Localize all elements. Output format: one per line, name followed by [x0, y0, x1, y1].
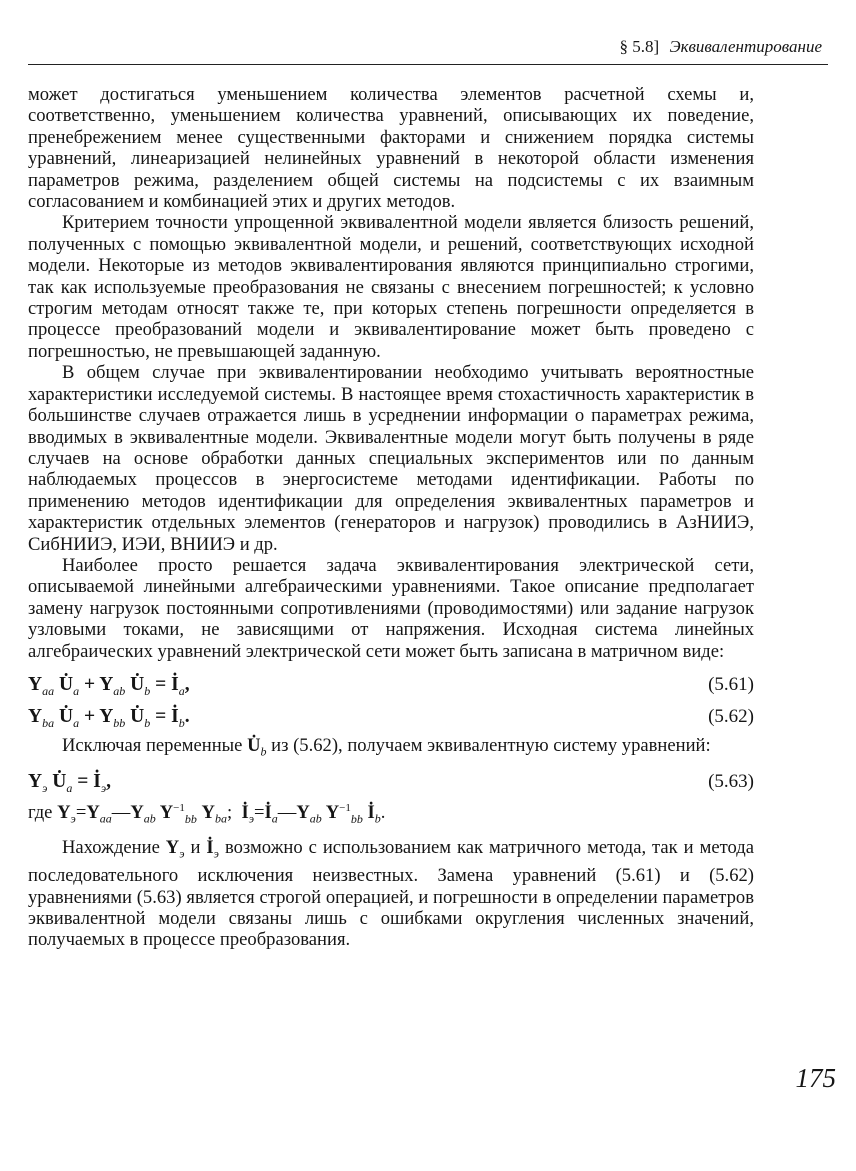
paragraph-3: В общем случае при эквивалентировании необходимо учитывать вероятностные характеристики исследуемой системы. В настоящее время стохастичность характеристик в большинстве случаев отражается лишь в усреднении информации о параметрах режима, вводимых в эквивалентные модели. Эквивалентные модели могут быть получены в ряде случаев на основе обработки данных специальных экспериментов или по данным наблюдаемых процессов в энергосистеме методами идентификации. Работы по применению методов идентификации для определения эквивалентных параметров и характеристик отдельных элементов (генераторов и нагрузок) проводились в АзНИИЭ, СибНИИЭ, ИЭИ, ВНИИЭ и др.	[28, 362, 754, 555]
equation-5-61	[28, 671, 754, 698]
equation-5-63-number: (5.63)	[708, 771, 754, 793]
page-number: 175	[795, 1063, 836, 1093]
header-rule	[28, 64, 828, 65]
equation-5-61-formula: $Y_{aa}$ $U̇_a + Y_{ab}$ $U̇_b$ = $İ_a$,	[28, 673, 190, 698]
section-title: Эквивалентирование	[669, 37, 822, 56]
equation-5-62-formula: $Y_{ba}$ $U̇_a + Y_{bb}$ $U̇_b$ = $İ_b$.	[28, 705, 190, 730]
equation-5-63-formula: $Y_э$ $U̇_a$ = $İ_э$,	[28, 771, 111, 795]
equation-5-62-number: (5.62)	[708, 705, 754, 727]
section-number: § 5.8]	[619, 37, 660, 56]
running-header	[620, 37, 822, 57]
page-body	[28, 84, 754, 951]
equation-5-62	[28, 703, 754, 730]
paragraph-5: Исключая переменные $U̇_b$ из (5.62), получаем эквивалентную систему уравнений:	[62, 734, 711, 759]
paragraph-1: может достигаться уменьшением количества элементов расчетной схемы и, соответственно, уменьшением количества уравнений, описывающих их поведение, пренебрежением менее существенными факторами и снижением порядка системы уравнений, линеаризацией нелинейных уравнений в некоторой области изменения параметров режима, разделением общей системы на подсистемы с их взаимным согласованием и комбинацией этих и других методов.	[28, 84, 754, 213]
equation-5-63	[28, 768, 754, 795]
paragraph-4: Наиболее просто решается задача эквивалентирования электрической сети, описываемой линейными алгебраическими уравнениями. Такое описание предполагает замену нагрузок постоянными сопротивлениями (проводимостями) или задание нагрузок узловыми токами, не зависящими от напряжения. Исходная система линейных алгебраических уравнений электрической сети может быть записана в матричном виде:	[28, 554, 754, 662]
paragraph-6: Нахождение $Y_э$ и $İ_э$ возможно с использованием как матричного метода, так и метода последовательного исключения неизвестных. Замена уравнений (5.61) и (5.62) уравнениями (5.63) является строгой операцией, и погрешности в определении параметров эквивалентной модели связаны лишь с ошибками округления численных значений, получаемых в процессе преобразования.	[28, 837, 754, 951]
paragraph-2: Критерием точности упрощенной эквивалентной модели является близость решений, полученных с помощью эквивалентной модели, и решений, соответствующих исходной модели. Некоторые из методов эквивалентирования являются принципиально строгими, так как используемые преобразования не связаны с внесением погрешностей; к условно строгим методам относят также те, при которых степень погрешности определяется в процессе преобразований модели и эквивалентирование может быть проведено с погрешностью, не превышающей заданную.	[28, 212, 754, 362]
equation-5-61-number: (5.61)	[708, 673, 754, 695]
where-clause: где $Y_э=Y_{aa}—Y_{ab}$ $Y^{-1}_{bb}$ $Y_{ba}$; $İ_э=İ_a—Y_{ab}$ $Y^{-1}_{bb}$ $İ_b$.	[28, 802, 386, 826]
